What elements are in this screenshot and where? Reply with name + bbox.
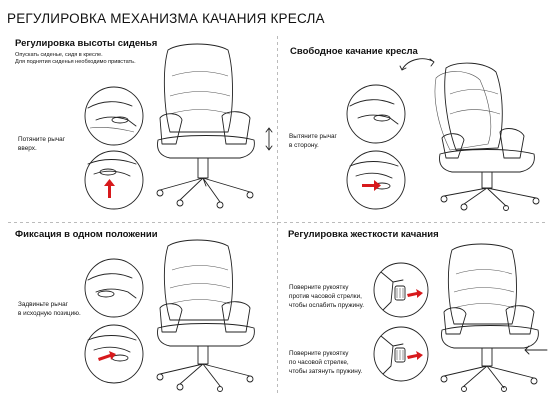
lever-detail-circle-bottom <box>84 150 144 210</box>
vertical-divider <box>277 36 278 396</box>
office-chair-illustration-2 <box>416 58 546 210</box>
height-heading: Регулировка высоты сиденья <box>15 38 158 49</box>
tension-heading: Регулировка жесткости качания <box>288 229 439 240</box>
knob-detail-circle-top <box>373 262 429 318</box>
double-arrow-icon <box>264 126 274 152</box>
height-caption-line2: вверх. <box>18 145 37 152</box>
lever-detail-circle-bottom <box>346 150 406 210</box>
swing-heading: Свободное качание кресла <box>290 46 418 57</box>
red-arrow-icon <box>407 351 423 360</box>
red-arrow-icon <box>362 180 381 191</box>
office-chair-illustration-1 <box>150 40 260 210</box>
lock-caption-line2: в исходную позицию. <box>18 310 81 317</box>
office-chair-illustration-4 <box>434 240 544 392</box>
lever-detail-circle-bottom <box>84 324 144 384</box>
tension-caption-b-line1: Поверните рукоятку <box>289 350 349 357</box>
lock-heading: Фиксация в одном положении <box>15 229 158 240</box>
lever-detail-circle-top <box>346 84 406 144</box>
knob-detail-circle-bottom <box>373 326 429 382</box>
horizontal-divider <box>8 222 548 223</box>
swing-caption-line1: Вытяните рычаг <box>289 133 337 140</box>
red-arrow-icon <box>407 289 423 298</box>
height-note-line2: Для поднятия сиденья необходимо привстать. <box>15 59 136 65</box>
height-caption-line1: Потяните рычаг <box>18 136 66 143</box>
page-title: РЕГУЛИРОВКА МЕХАНИЗМА КАЧАНИЯ КРЕСЛА <box>7 11 325 26</box>
tension-caption-b-line2: по часовой стрелке, <box>289 359 349 366</box>
tension-caption-a-line2: против часовой стрелки, <box>289 293 362 300</box>
lever-detail-circle-top <box>84 86 144 146</box>
tension-caption-b-line3: чтобы затянуть пружину. <box>289 368 363 375</box>
lock-caption-line1: Задвиньте рычаг <box>18 301 69 308</box>
tension-caption-a-line1: Поверните рукоятку <box>289 284 349 291</box>
height-note-line1: Опускать сиденье, сидя в кресле. <box>15 52 103 58</box>
red-arrow-icon <box>104 179 115 198</box>
office-chair-illustration-3 <box>150 236 260 392</box>
swing-caption-line2: в сторону. <box>289 142 319 149</box>
lever-detail-circle-top <box>84 258 144 318</box>
tension-caption-a-line3: чтобы ослабить пружину. <box>289 302 364 309</box>
pointer-arrow-icon <box>522 344 548 356</box>
